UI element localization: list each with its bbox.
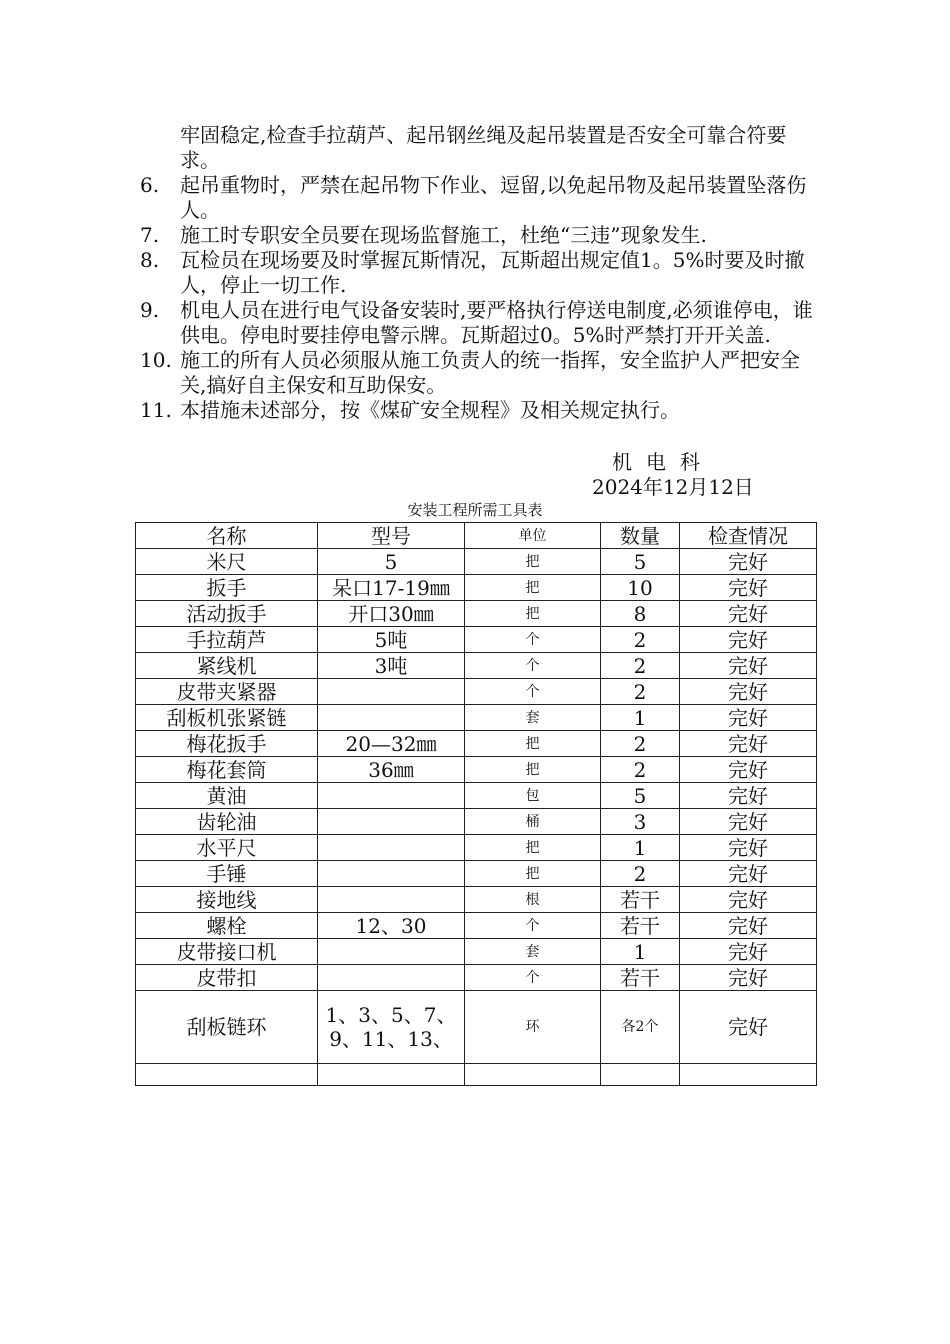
table-title: 安装工程所需工具表 xyxy=(407,501,543,519)
table-row xyxy=(136,783,817,809)
cell-model xyxy=(318,679,465,705)
empty-cell xyxy=(136,1064,318,1086)
cell-unit: 把 xyxy=(465,757,601,783)
empty-cell xyxy=(465,1064,601,1086)
cell-status: 完好 xyxy=(680,809,817,835)
item-number: 11. xyxy=(140,398,172,422)
cell-model xyxy=(318,705,465,731)
table-row xyxy=(136,913,817,939)
header-name: 名称 xyxy=(136,523,318,549)
cell-quantity: 各2个 xyxy=(601,991,680,1064)
cell-quantity: 2 xyxy=(601,679,680,705)
list-item xyxy=(140,298,820,348)
cell-unit: 把 xyxy=(465,731,601,757)
cell-quantity: 2 xyxy=(601,627,680,653)
empty-cell xyxy=(601,1064,680,1086)
cell-quantity: 2 xyxy=(601,731,680,757)
cell-model xyxy=(318,783,465,809)
cell-name: 刮板机张紧链 xyxy=(136,705,318,731)
empty-table-row xyxy=(136,1064,817,1086)
cell-quantity: 10 xyxy=(601,575,680,601)
cell-model xyxy=(318,809,465,835)
table-row xyxy=(136,627,817,653)
table-row xyxy=(136,601,817,627)
cell-quantity: 5 xyxy=(601,549,680,575)
table-row xyxy=(136,861,817,887)
continued-paragraph: 牢固稳定,检查手拉葫芦、起吊钢丝绳及起吊装置是否安全可靠合符要求。 xyxy=(180,123,787,172)
cell-unit: 把 xyxy=(465,835,601,861)
tools-table xyxy=(135,522,817,1086)
cell-quantity: 若干 xyxy=(601,913,680,939)
cell-unit: 桶 xyxy=(465,809,601,835)
cell-unit: 套 xyxy=(465,939,601,965)
item-number: 10. xyxy=(140,348,172,372)
cell-name: 黄油 xyxy=(136,783,318,809)
cell-unit: 个 xyxy=(465,627,601,653)
item-text: 瓦检员在现场要及时掌握瓦斯情况，瓦斯超出规定值1。5%时要及时撤人，停止一切工作. xyxy=(180,248,805,297)
cell-unit: 包 xyxy=(465,783,601,809)
cell-name: 扳手 xyxy=(136,575,318,601)
signature-department: 机电科 xyxy=(612,450,714,474)
cell-status: 完好 xyxy=(680,783,817,809)
cell-model: 3吨 xyxy=(318,653,465,679)
table-header-row xyxy=(136,523,817,549)
cell-model: 20—32㎜ xyxy=(318,731,465,757)
cell-model xyxy=(318,835,465,861)
cell-quantity: 1 xyxy=(601,939,680,965)
item-number: 9. xyxy=(140,298,160,322)
tools-table-body xyxy=(136,523,817,1086)
cell-name: 螺栓 xyxy=(136,913,318,939)
cell-model: 开口30㎜ xyxy=(318,601,465,627)
item-text: 起吊重物时，严禁在起吊物下作业、逗留,以免起吊物及起吊装置坠落伤人。 xyxy=(180,173,807,222)
cell-status: 完好 xyxy=(680,913,817,939)
cell-quantity: 8 xyxy=(601,601,680,627)
cell-model xyxy=(318,887,465,913)
table-row xyxy=(136,887,817,913)
cell-unit: 把 xyxy=(465,575,601,601)
header-unit: 单位 xyxy=(465,523,601,549)
table-row xyxy=(136,653,817,679)
cell-quantity: 若干 xyxy=(601,887,680,913)
table-row xyxy=(136,679,817,705)
cell-status: 完好 xyxy=(680,653,817,679)
cell-name: 活动扳手 xyxy=(136,601,318,627)
cell-name: 皮带夹紧器 xyxy=(136,679,318,705)
cell-status: 完好 xyxy=(680,549,817,575)
cell-model: 36㎜ xyxy=(318,757,465,783)
cell-status: 完好 xyxy=(680,601,817,627)
cell-status: 完好 xyxy=(680,575,817,601)
cell-status: 完好 xyxy=(680,939,817,965)
header-quantity: 数量 xyxy=(601,523,680,549)
cell-quantity: 若干 xyxy=(601,965,680,991)
item-text: 施工时专职安全员要在现场监督施工，杜绝“三违”现象发生. xyxy=(180,223,707,247)
cell-model xyxy=(318,939,465,965)
cell-quantity: 1 xyxy=(601,835,680,861)
cell-model: 1、3、5、7、9、11、13、 xyxy=(318,991,465,1064)
cell-name: 紧线机 xyxy=(136,653,318,679)
item-text: 机电人员在进行电气设备安装时,要严格执行停送电制度,必须谁停电，谁供电。停电时要挂停电警示牌。瓦斯超过0。5%时严禁打开开关盖. xyxy=(180,298,813,347)
cell-model: 5 xyxy=(318,549,465,575)
cell-name: 梅花套筒 xyxy=(136,757,318,783)
table-row xyxy=(136,575,817,601)
empty-cell xyxy=(318,1064,465,1086)
item-number: 7. xyxy=(140,223,160,247)
cell-unit: 个 xyxy=(465,653,601,679)
cell-status: 完好 xyxy=(680,991,817,1064)
table-row xyxy=(136,757,817,783)
cell-quantity: 1 xyxy=(601,705,680,731)
item-number: 8. xyxy=(140,248,160,272)
cell-model: 5吨 xyxy=(318,627,465,653)
cell-name: 手拉葫芦 xyxy=(136,627,318,653)
cell-name: 皮带接口机 xyxy=(136,939,318,965)
cell-status: 完好 xyxy=(680,731,817,757)
table-row xyxy=(136,731,817,757)
list-item xyxy=(140,248,820,298)
table-row xyxy=(136,835,817,861)
table-row xyxy=(136,991,817,1064)
cell-status: 完好 xyxy=(680,835,817,861)
table-row xyxy=(136,549,817,575)
cell-name: 皮带扣 xyxy=(136,965,318,991)
table-row xyxy=(136,705,817,731)
cell-model xyxy=(318,965,465,991)
cell-unit: 把 xyxy=(465,601,601,627)
list-item xyxy=(140,223,820,248)
signature-date: 2024年12月12日 xyxy=(592,475,754,499)
list-item xyxy=(140,348,820,398)
cell-model: 12、30 xyxy=(318,913,465,939)
cell-status: 完好 xyxy=(680,757,817,783)
list-item xyxy=(140,398,820,423)
cell-unit: 根 xyxy=(465,887,601,913)
table-row xyxy=(136,965,817,991)
cell-unit: 把 xyxy=(465,861,601,887)
cell-quantity: 2 xyxy=(601,861,680,887)
cell-unit: 个 xyxy=(465,913,601,939)
table-row xyxy=(136,939,817,965)
cell-unit: 环 xyxy=(465,991,601,1064)
cell-quantity: 2 xyxy=(601,653,680,679)
cell-model: 呆口17-19㎜ xyxy=(318,575,465,601)
cell-name: 梅花扳手 xyxy=(136,731,318,757)
cell-status: 完好 xyxy=(680,705,817,731)
cell-status: 完好 xyxy=(680,679,817,705)
cell-unit: 套 xyxy=(465,705,601,731)
cell-name: 水平尺 xyxy=(136,835,318,861)
item-text: 施工的所有人员必须服从施工负责人的统一指挥，安全监护人严把安全关,搞好自主保安和互助保安。 xyxy=(180,348,800,397)
item-text: 本措施未述部分，按《煤矿安全规程》及相关规定执行。 xyxy=(180,398,680,422)
cell-status: 完好 xyxy=(680,861,817,887)
header-model: 型号 xyxy=(318,523,465,549)
cell-status: 完好 xyxy=(680,627,817,653)
table-row xyxy=(136,809,817,835)
cell-name: 接地线 xyxy=(136,887,318,913)
item-number: 6. xyxy=(140,173,160,197)
cell-unit: 个 xyxy=(465,679,601,705)
list-item xyxy=(140,173,820,223)
cell-name: 米尺 xyxy=(136,549,318,575)
cell-name: 齿轮油 xyxy=(136,809,318,835)
empty-cell xyxy=(680,1064,817,1086)
cell-name: 刮板链环 xyxy=(136,991,318,1064)
measures-list xyxy=(140,173,820,423)
cell-quantity: 3 xyxy=(601,809,680,835)
cell-quantity: 5 xyxy=(601,783,680,809)
cell-status: 完好 xyxy=(680,965,817,991)
cell-quantity: 2 xyxy=(601,757,680,783)
header-status: 检查情况 xyxy=(680,523,817,549)
cell-model xyxy=(318,861,465,887)
cell-unit: 把 xyxy=(465,549,601,575)
cell-name: 手锤 xyxy=(136,861,318,887)
cell-unit: 个 xyxy=(465,965,601,991)
cell-status: 完好 xyxy=(680,887,817,913)
